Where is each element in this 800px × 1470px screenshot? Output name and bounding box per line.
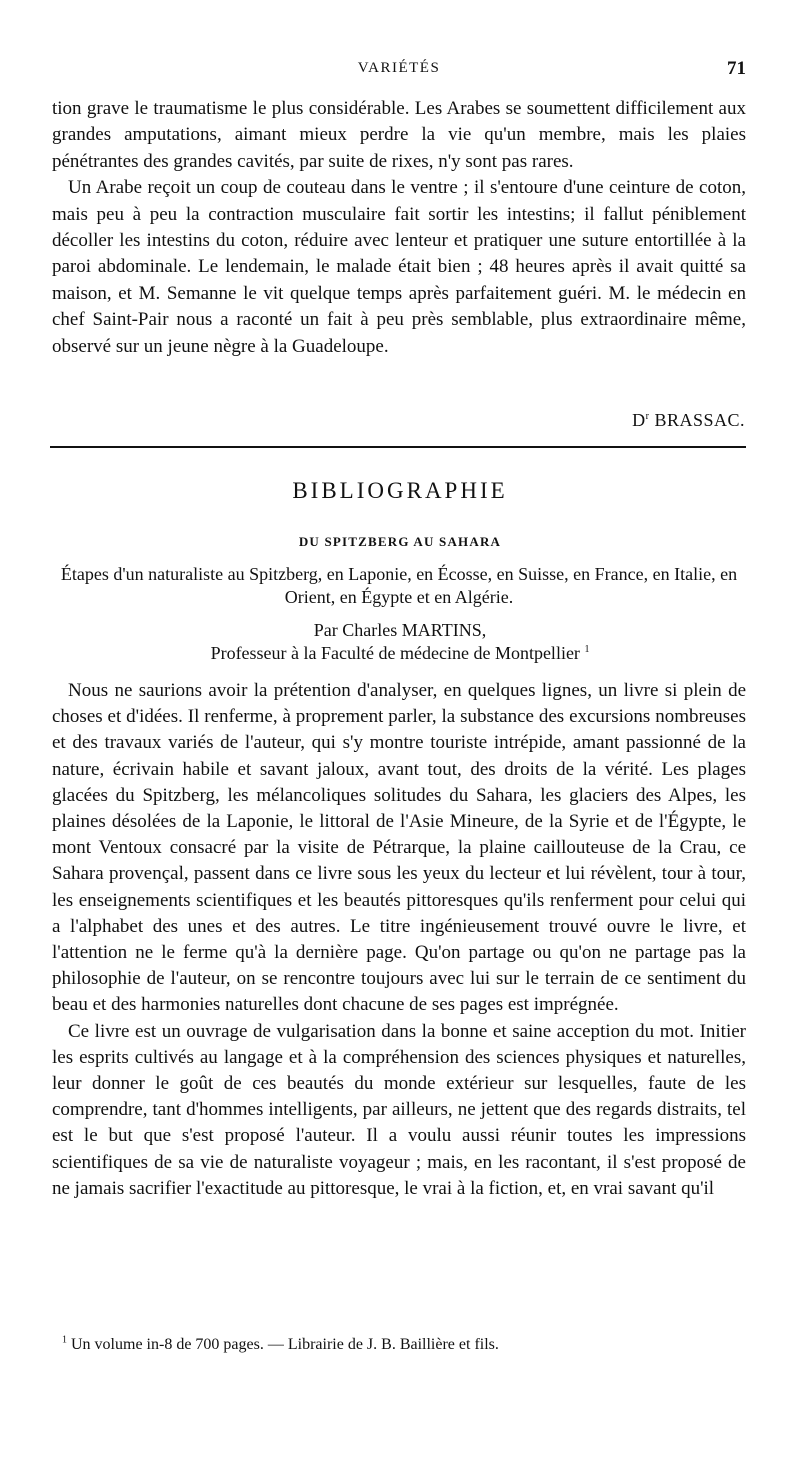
author-role: Professeur à la Faculté de médecine de Montpellier xyxy=(210,643,580,663)
paragraph: Nous ne saurions avoir la prétention d'analyser, en quelques lignes, un livre si plein de choses et d'idées. Il renferme, à proprement parler, la substance des excursions nombreuses et des travaux variés de l'auteur, qui s'y montre touriste intrépide, amant passionné de la nature, écrivain habile et savant jaloux, avant tout, des droits de la vérité. Les plages glacées du Spitzberg, les mélancoliques solitudes du Sahara, les glaciers des Alpes, les plaines désolées de la Laponie, le littoral de l'Asie Mineure, de la Syrie et de l'Égypte, le mont Ventoux consacré par la visite de Pétrarque, la plaine caillouteuse de la Crau, ce Sahara provençal, passent dans ce livre sous les yeux du lecteur et lui révèlent, tour à tour, les enseignements scientifiques et les beautés pittoresques qu'ils renferment pour celui qui a l'alphabet des unes et des autres. Le titre ingénieusement trouvé ouvre le livre, et l'attention ne le ferme qu'à la dernière page. Qu'on partage ou qu'on ne partage pas la philosophie de l'auteur, on se rencontre toujours avec lui sur le terrain de ce sentiment du beau et des harmonies naturelles dont chacune de ses pages est imprégnée. xyxy=(52,680,746,1016)
section-title: BIBLIOGRAPHIE xyxy=(292,478,508,503)
page-header xyxy=(52,60,746,86)
review-text xyxy=(52,678,746,1202)
paragraph: Un Arabe reçoit un coup de couteau dans le ventre ; il s'entoure d'une ceinture de coton, mais peu à peu la contraction musculaire fait sortir les intestins; il fallut péniblement décoller les intestins du coton, réduire avec lenteur et pratiquer une suture entortillée à la paroi abdominale. Le lendemain, le malade était bien ; 48 heures après il avait quitté sa maison, et M. Semanne le vit quelque temps après parfaitement guéri. M. le médecin en chef Saint-Pair nous a raconté un fait à peu près semblable, plus extraordinaire même, observé sur un jeune nègre à la Guadeloupe. xyxy=(52,177,746,357)
paragraph: Ce livre est un ouvrage de vulgarisation dans la bonne et saine acception du mot. Initier les esprits cultivés au langage et à la compréhension des sciences physiques et naturelles, leur donner le goût de ces beautés du monde extérieur sur lesquelles, faute de les comprendre, tant d'hommes intelligents, par ailleurs, ne jettent que des regards distraits, tel est le but que s'est proposé l'auteur. Il a voulu aussi réunir toutes les impressions scientifiques de sa vie de naturaliste voyageur ; mais, en les racontant, il s'est proposé de ne jamais sacrifier l'exactitude au pittoresque, le vrai à la fiction, et, en vrai savant qu'il xyxy=(52,1020,746,1199)
book-title: DU SPITZBERG AU SAHARA xyxy=(298,534,502,549)
continued-article xyxy=(52,96,746,360)
page-number: 71 xyxy=(727,58,746,79)
author-line: Par Charles MARTINS, xyxy=(313,620,487,640)
footnote xyxy=(62,1336,742,1354)
footnote-text: Un volume in-8 de 700 pages. — Librairie de J. B. Baillière et fils. xyxy=(71,1336,499,1353)
author-signature xyxy=(632,410,745,431)
section-divider xyxy=(50,446,746,448)
footnote-reference: 1 xyxy=(584,644,590,655)
signature-title: D xyxy=(632,410,646,430)
signature-title-sup: r xyxy=(645,411,650,422)
book-author xyxy=(0,619,800,665)
book-details: Étapes d'un naturaliste au Spitzberg, en Laponie, en Écosse, en Suisse, en France, en Italie, en Orient, en Égypte et en Algérie. xyxy=(60,564,738,607)
footnote-marker: 1 xyxy=(62,1334,67,1346)
running-title: VARIÉTÉS xyxy=(357,60,441,76)
signature-name: BRASSAC. xyxy=(654,410,745,430)
paragraph: tion grave le traumatisme le plus considérable. Les Arabes se soumettent difficilement aux grandes amputations, aimant mieux perdre la vie qu'un membre, mais les plaies pénétrantes des grandes cavités, par suite de rixes, n'y sont pas rares. xyxy=(52,98,746,172)
